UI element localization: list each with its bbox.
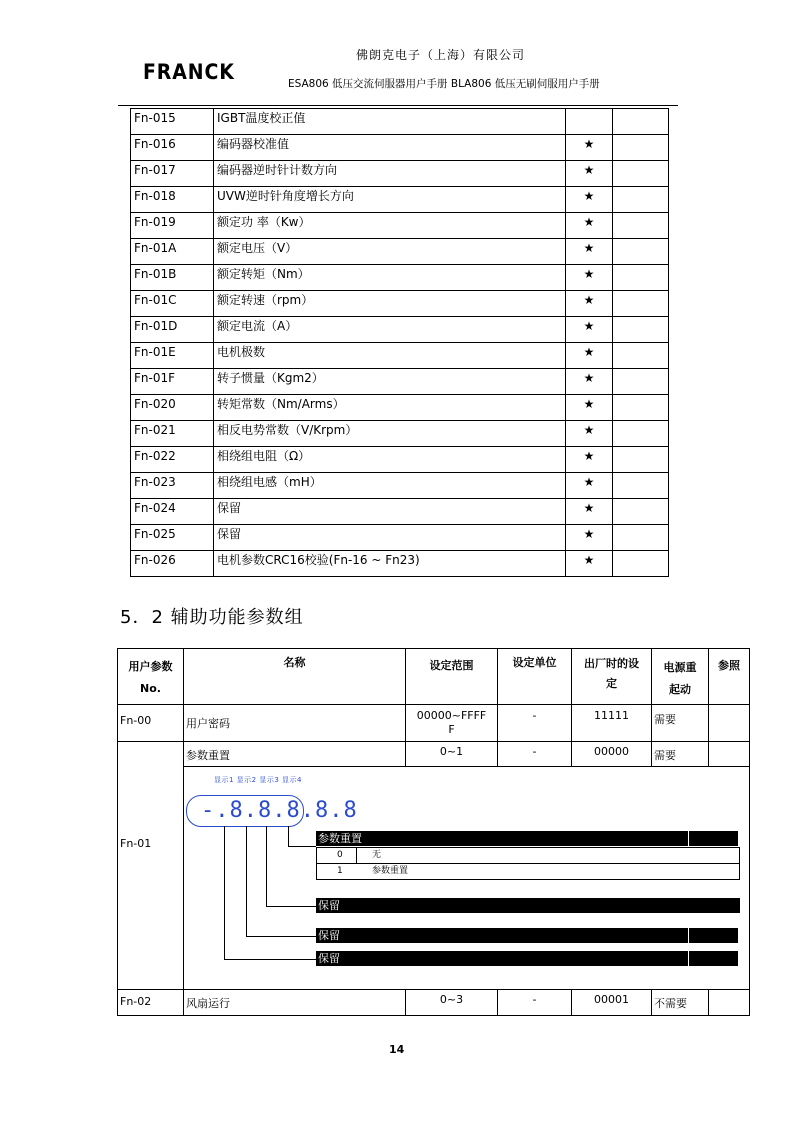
- param-name: 转矩常数（Nm/Arms）: [214, 395, 566, 421]
- table-row: [131, 369, 669, 395]
- option-row: 1 参数重置: [316, 863, 740, 880]
- header-reference: 参照: [709, 649, 750, 705]
- fn00-restart: 需要: [652, 705, 709, 742]
- table-row: [131, 213, 669, 239]
- param-name: 转子惯量（Kgm2）: [214, 369, 566, 395]
- param-code: Fn-024: [131, 499, 214, 525]
- param-name: 编码器逆时针计数方向: [214, 161, 566, 187]
- table-row: [131, 161, 669, 187]
- fn01-restart: 需要: [652, 742, 709, 767]
- fn02-default: 00001: [572, 990, 652, 1016]
- param-name: 额定电流（A）: [214, 317, 566, 343]
- table-row: [131, 317, 669, 343]
- header-name: 名称: [184, 649, 406, 705]
- param-code: Fn-022: [131, 447, 214, 473]
- auxiliary-parameter-table: [117, 648, 750, 1016]
- option-row: 0 无: [316, 847, 740, 864]
- star-icon: ★: [566, 135, 613, 161]
- param-name: IGBT温度校正值: [214, 109, 566, 135]
- bar-reserved-3: 保留: [316, 951, 738, 966]
- fn02-unit: -: [498, 990, 572, 1016]
- param-name: 额定功 率（Kw）: [214, 213, 566, 239]
- motor-parameter-table: [130, 108, 669, 577]
- table-row: [131, 187, 669, 213]
- header-range: 设定范围: [406, 649, 498, 705]
- star-icon: ★: [566, 551, 613, 577]
- param-name: 电机参数CRC16校验(Fn-16 ~ Fn23): [214, 551, 566, 577]
- fn02-range: 0~3: [406, 990, 498, 1016]
- param-name: 相反电势常数（V/Krpm）: [214, 421, 566, 447]
- param-code: Fn-025: [131, 525, 214, 551]
- header-default: 出厂时的设定: [572, 649, 652, 705]
- table-row: [131, 109, 669, 135]
- section-title: 5．2 辅助功能参数组: [120, 607, 304, 628]
- fn02-restart: 不需要: [652, 990, 709, 1016]
- param-code: Fn-018: [131, 187, 214, 213]
- page-number: 14: [389, 1043, 405, 1056]
- table-row: [131, 135, 669, 161]
- param-code: Fn-01B: [131, 265, 214, 291]
- fn01-bit-diagram: [184, 767, 744, 989]
- bar-reserved-1: 保留: [316, 898, 740, 913]
- fn01-code: Fn-01: [118, 742, 184, 990]
- star-icon: ★: [566, 369, 613, 395]
- franck-logo: FRANCK: [143, 60, 235, 84]
- param-name: 编码器校准值: [214, 135, 566, 161]
- table-row: [131, 239, 669, 265]
- fn01-default: 00000: [572, 742, 652, 767]
- bar-param-reset: 参数重置: [316, 831, 738, 846]
- table-row: [131, 473, 669, 499]
- fn01-name: 参数重置: [184, 742, 406, 767]
- param-code: Fn-021: [131, 421, 214, 447]
- star-icon: ★: [566, 343, 613, 369]
- param-name: UVW逆时针角度增长方向: [214, 187, 566, 213]
- table-row: [131, 421, 669, 447]
- table-row: [118, 990, 750, 1016]
- param-name: 额定转矩（Nm）: [214, 265, 566, 291]
- header-param-no: 用户参数 No.: [118, 649, 184, 705]
- table-row: [131, 343, 669, 369]
- star-icon: ★: [566, 239, 613, 265]
- param-name: 保留: [214, 525, 566, 551]
- param-code: Fn-01F: [131, 369, 214, 395]
- param-name: 相绕组电阻（Ω）: [214, 447, 566, 473]
- fn00-default: 11111: [572, 705, 652, 742]
- table-row: [131, 395, 669, 421]
- param-code: Fn-026: [131, 551, 214, 577]
- star-icon: ★: [566, 291, 613, 317]
- param-name: 电机极数: [214, 343, 566, 369]
- display-caption: 显示1 显示2 显示3 显示4: [214, 776, 302, 784]
- star-icon: ★: [566, 499, 613, 525]
- star-icon: ★: [566, 265, 613, 291]
- param-code: Fn-020: [131, 395, 214, 421]
- header-unit: 设定单位: [498, 649, 572, 705]
- table-row: [118, 742, 750, 767]
- param-code: Fn-01C: [131, 291, 214, 317]
- fn00-unit: -: [498, 705, 572, 742]
- param-code: Fn-019: [131, 213, 214, 239]
- star-icon: ★: [566, 317, 613, 343]
- fn01-unit: -: [498, 742, 572, 767]
- table-row: [131, 499, 669, 525]
- manual-subtitle: ESA806 低压交流伺服器用户手册 BLA806 低压无刷伺服用户手册: [288, 78, 600, 90]
- table-row: [131, 525, 669, 551]
- param-code: Fn-01A: [131, 239, 214, 265]
- table-row: [131, 447, 669, 473]
- fn01-diagram-cell: [184, 767, 750, 990]
- star-icon: ★: [566, 525, 613, 551]
- param-code: Fn-015: [131, 109, 214, 135]
- table-header-row: [118, 649, 750, 705]
- fn00-name: 用户密码: [184, 705, 406, 742]
- param-name: 额定电压（V）: [214, 239, 566, 265]
- segment-digits: -.8.8.8.8.8: [201, 798, 358, 823]
- table-row: [118, 705, 750, 742]
- header-divider: [118, 105, 678, 106]
- param-code: Fn-016: [131, 135, 214, 161]
- table-row: [131, 265, 669, 291]
- star-icon: ★: [566, 447, 613, 473]
- table-row: [131, 551, 669, 577]
- star-icon: ★: [566, 161, 613, 187]
- param-code: Fn-01E: [131, 343, 214, 369]
- fn02-name: 风扇运行: [184, 990, 406, 1016]
- param-name: 额定转速（rpm）: [214, 291, 566, 317]
- param-name: 相绕组电感（mH）: [214, 473, 566, 499]
- segment-display: [186, 795, 358, 827]
- company-name: 佛朗克电子（上海）有限公司: [356, 48, 526, 62]
- table-row: [118, 767, 750, 990]
- header-restart: 电源重起动: [652, 649, 709, 705]
- param-code: Fn-01D: [131, 317, 214, 343]
- fn00-range: 00000~FFFFF: [406, 705, 498, 742]
- fn01-range: 0~1: [406, 742, 498, 767]
- star-icon: ★: [566, 187, 613, 213]
- star-icon: ★: [566, 421, 613, 447]
- star-icon: ★: [566, 213, 613, 239]
- star-icon: ★: [566, 395, 613, 421]
- param-code: Fn-023: [131, 473, 214, 499]
- fn02-code: Fn-02: [118, 990, 184, 1016]
- param-code: Fn-017: [131, 161, 214, 187]
- star-icon: [566, 109, 613, 135]
- star-icon: ★: [566, 473, 613, 499]
- fn00-code: Fn-00: [118, 705, 184, 742]
- bar-reserved-2: 保留: [316, 928, 738, 943]
- table-row: [131, 291, 669, 317]
- param-name: 保留: [214, 499, 566, 525]
